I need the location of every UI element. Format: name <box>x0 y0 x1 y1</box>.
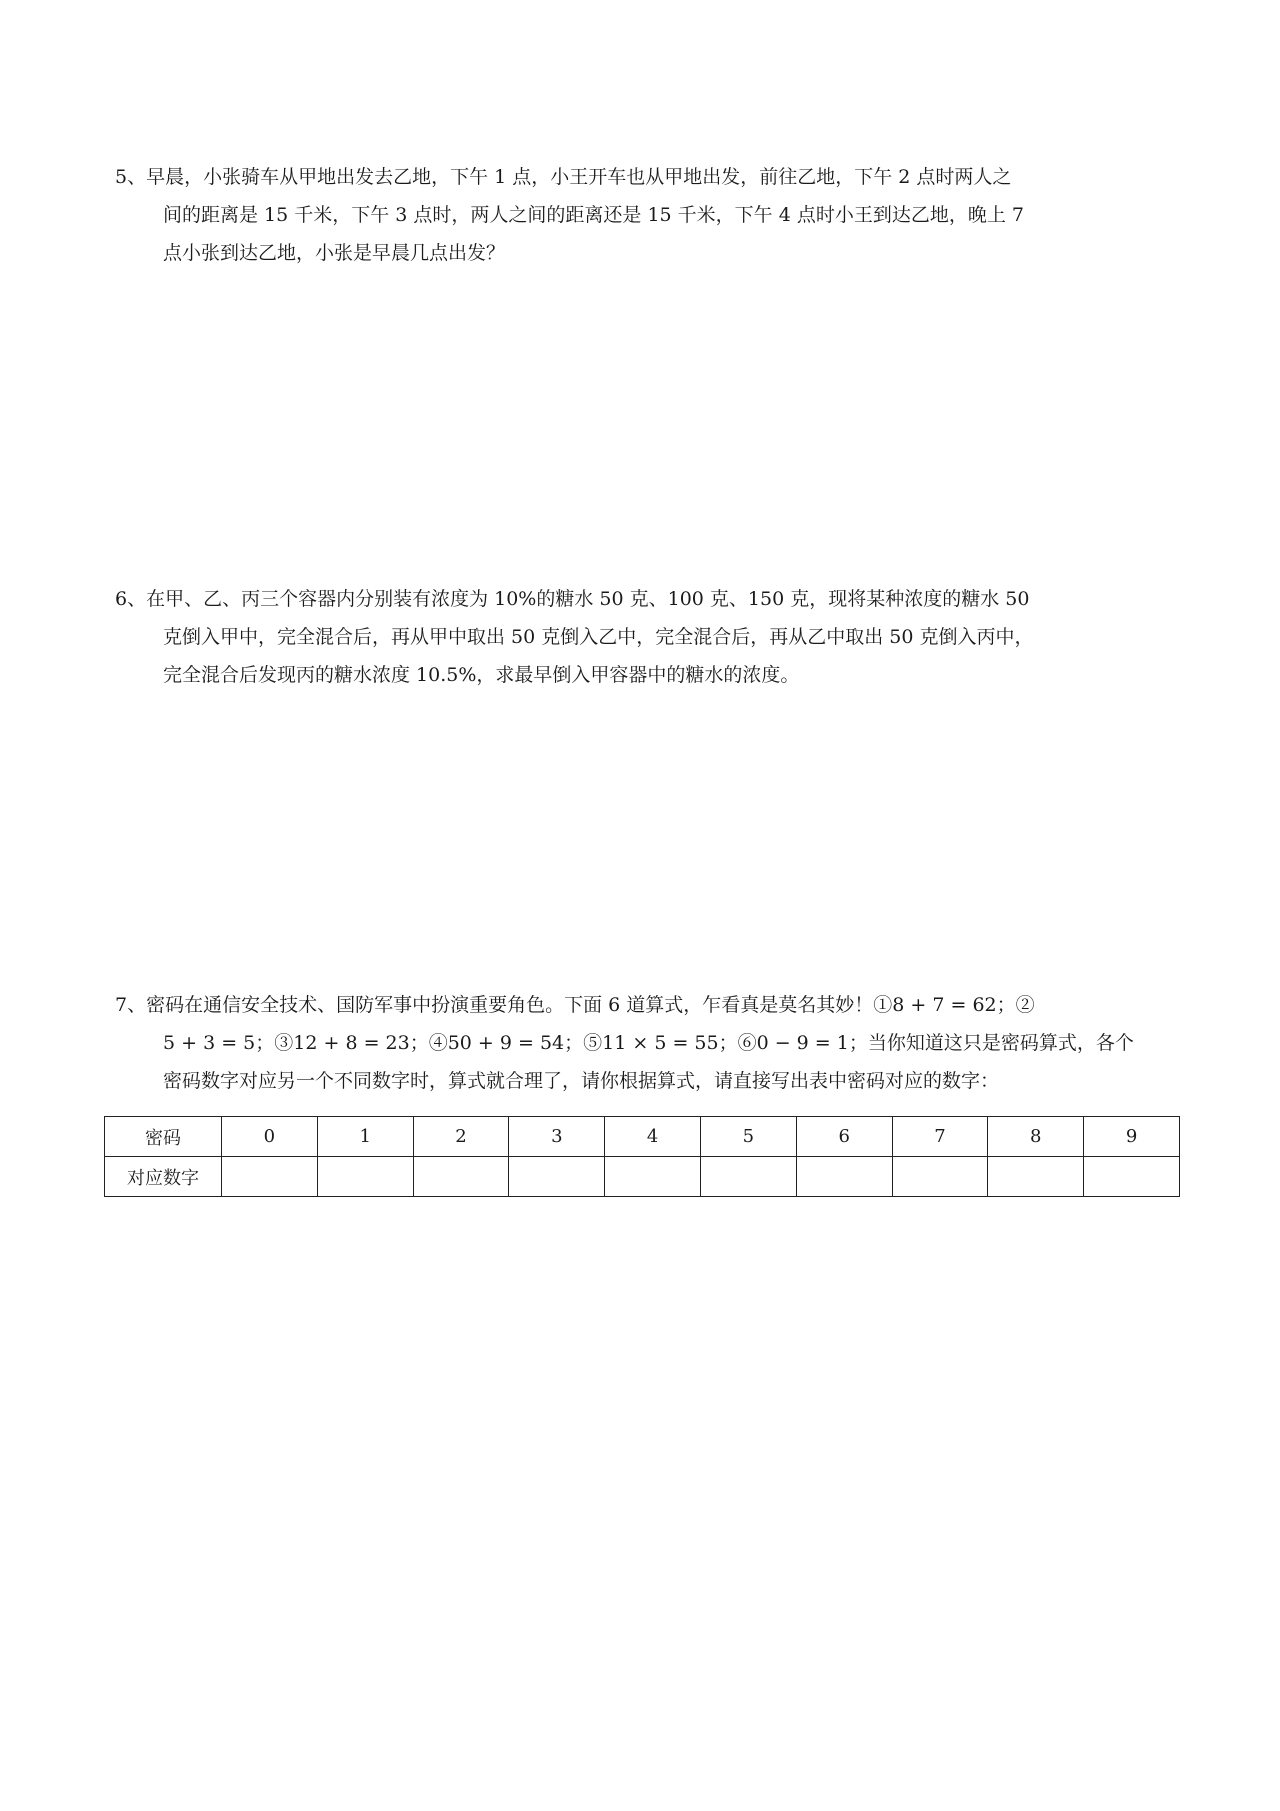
answer-cell[interactable] <box>317 1157 413 1197</box>
code-cell: 5 <box>700 1117 796 1157</box>
answer-cell[interactable] <box>1084 1157 1180 1197</box>
code-cell: 6 <box>796 1117 892 1157</box>
problem-6 <box>115 580 1175 694</box>
answer-cell[interactable] <box>988 1157 1084 1197</box>
problem-text-line: 5 + 3 = 5；③12 + 8 = 23；④50 + 9 = 54；⑤11 × 5 = 55；⑥0 − 9 = 1；当你知道这只是密码算式，各个 <box>163 1032 1134 1054</box>
code-cell: 7 <box>892 1117 988 1157</box>
code-cell: 4 <box>605 1117 701 1157</box>
answer-cell[interactable] <box>796 1157 892 1197</box>
answer-cell[interactable] <box>413 1157 509 1197</box>
problem-number: 7、 <box>115 994 147 1016</box>
answer-cell[interactable] <box>222 1157 318 1197</box>
row-label-code: 密码 <box>105 1117 222 1157</box>
problem-number: 6、 <box>115 588 147 610</box>
code-cell: 9 <box>1084 1117 1180 1157</box>
problem-number: 5、 <box>115 166 147 188</box>
code-cell: 1 <box>317 1117 413 1157</box>
table-row-codes <box>105 1117 1180 1157</box>
answer-cell[interactable] <box>605 1157 701 1197</box>
table-row-answers <box>105 1157 1180 1197</box>
problem-text-line: 间的距离是 15 千米，下午 3 点时，两人之间的距离还是 15 千米，下午 4 点时小王到达乙地，晚上 7 <box>163 204 1024 226</box>
code-cell: 0 <box>222 1117 318 1157</box>
code-cell: 2 <box>413 1117 509 1157</box>
code-cell: 3 <box>509 1117 605 1157</box>
answer-cell[interactable] <box>700 1157 796 1197</box>
answer-cell[interactable] <box>892 1157 988 1197</box>
row-label-answer: 对应数字 <box>105 1157 222 1197</box>
problem-text-line: 早晨，小张骑车从甲地出发去乙地，下午 1 点，小王开车也从甲地出发，前往乙地，下午 2 点时两人之 <box>146 166 1012 188</box>
problem-text-line: 密码数字对应另一个不同数字时，算式就合理了，请你根据算式，请直接写出表中密码对应的数字： <box>163 1070 1000 1092</box>
code-cell: 8 <box>988 1117 1084 1157</box>
problem-7 <box>115 986 1175 1100</box>
cipher-table <box>104 1116 1180 1197</box>
problem-text-line: 克倒入甲中，完全混合后，再从甲中取出 50 克倒入乙中，完全混合后，再从乙中取出 50 克倒入丙中， <box>163 626 1034 648</box>
problem-text-line: 密码在通信安全技术、国防军事中扮演重要角色。下面 6 道算式，乍看真是莫名其妙！①8 + 7 = 62；② <box>146 994 1035 1016</box>
problem-text-line: 点小张到达乙地，小张是早晨几点出发？ <box>163 242 506 264</box>
answer-cell[interactable] <box>509 1157 605 1197</box>
problem-text-line: 在甲、乙、丙三个容器内分别装有浓度为 10%的糖水 50 克、100 克、150 克，现将某种浓度的糖水 50 <box>146 588 1030 610</box>
problem-text-line: 完全混合后发现丙的糖水浓度 10.5%，求最早倒入甲容器中的糖水的浓度。 <box>163 664 800 686</box>
problem-5 <box>115 158 1175 272</box>
